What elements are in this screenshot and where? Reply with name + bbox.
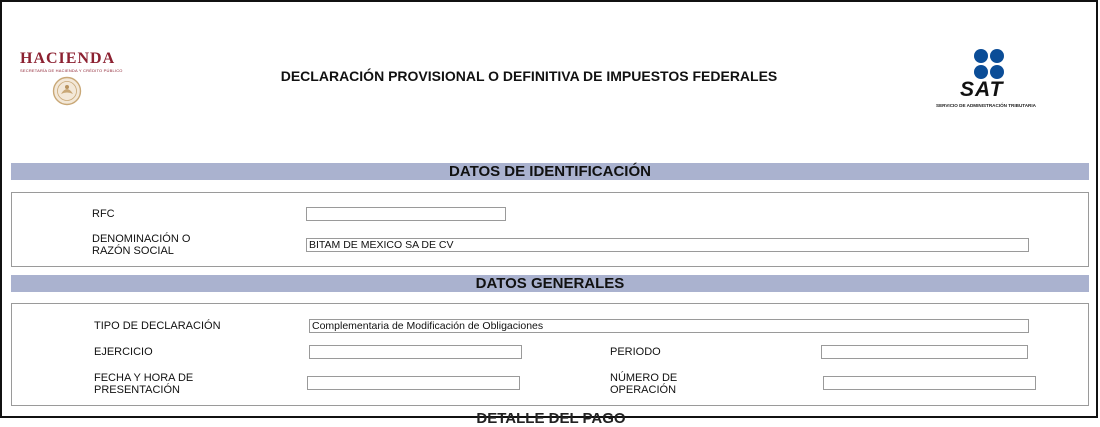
rfc-field	[306, 207, 506, 221]
section-box-identificacion	[11, 192, 1089, 267]
hacienda-logo-subtitle: SECRETARÍA DE HACIENDA Y CRÉDITO PÚBLICO	[20, 68, 123, 73]
tipo-declaracion-label: TIPO DE DECLARACIÓN	[94, 320, 221, 332]
hacienda-logo-text: HACIENDA	[20, 50, 116, 67]
ejercicio-label: EJERCICIO	[94, 346, 153, 358]
section-title-generales: DATOS GENERALES	[11, 275, 1089, 292]
section-box-generales	[11, 303, 1089, 406]
fecha-presentacion-label-line2: PRESENTACIÓN	[94, 384, 180, 396]
tipo-declaracion-field: Complementaria de Modificación de Obligaciones	[309, 319, 1029, 333]
numero-operacion-field	[823, 376, 1036, 390]
numero-operacion-label-line1: NÚMERO DE	[610, 372, 678, 384]
sat-logo-icon	[973, 48, 1005, 80]
numero-operacion-label-line2: OPERACIÓN	[610, 384, 677, 396]
sat-logo-subtitle: SERVICIO DE ADMINISTRACIÓN TRIBUTARIA	[936, 103, 1036, 108]
periodo-label: PERIODO	[610, 346, 661, 358]
razon-social-label-line2: RAZÓN SOCIAL	[92, 245, 174, 257]
document-title: DECLARACIÓN PROVISIONAL O DEFINITIVA DE IMPUESTOS FEDERALES	[280, 68, 778, 84]
section-title-identificacion: DATOS DE IDENTIFICACIÓN	[11, 163, 1089, 180]
ejercicio-field	[309, 345, 522, 359]
sat-logo-text: SAT	[960, 78, 1004, 101]
razon-social-field: BITAM DE MEXICO SA DE CV	[306, 238, 1029, 252]
razon-social-label-line1: DENOMINACIÓN O	[92, 233, 191, 245]
fecha-presentacion-field	[307, 376, 520, 390]
fecha-presentacion-label-line1: FECHA Y HORA DE	[94, 372, 194, 384]
section-title-detalle-pago: DETALLE DEL PAGO	[476, 410, 626, 427]
periodo-field	[821, 345, 1028, 359]
rfc-label: RFC	[92, 208, 115, 220]
